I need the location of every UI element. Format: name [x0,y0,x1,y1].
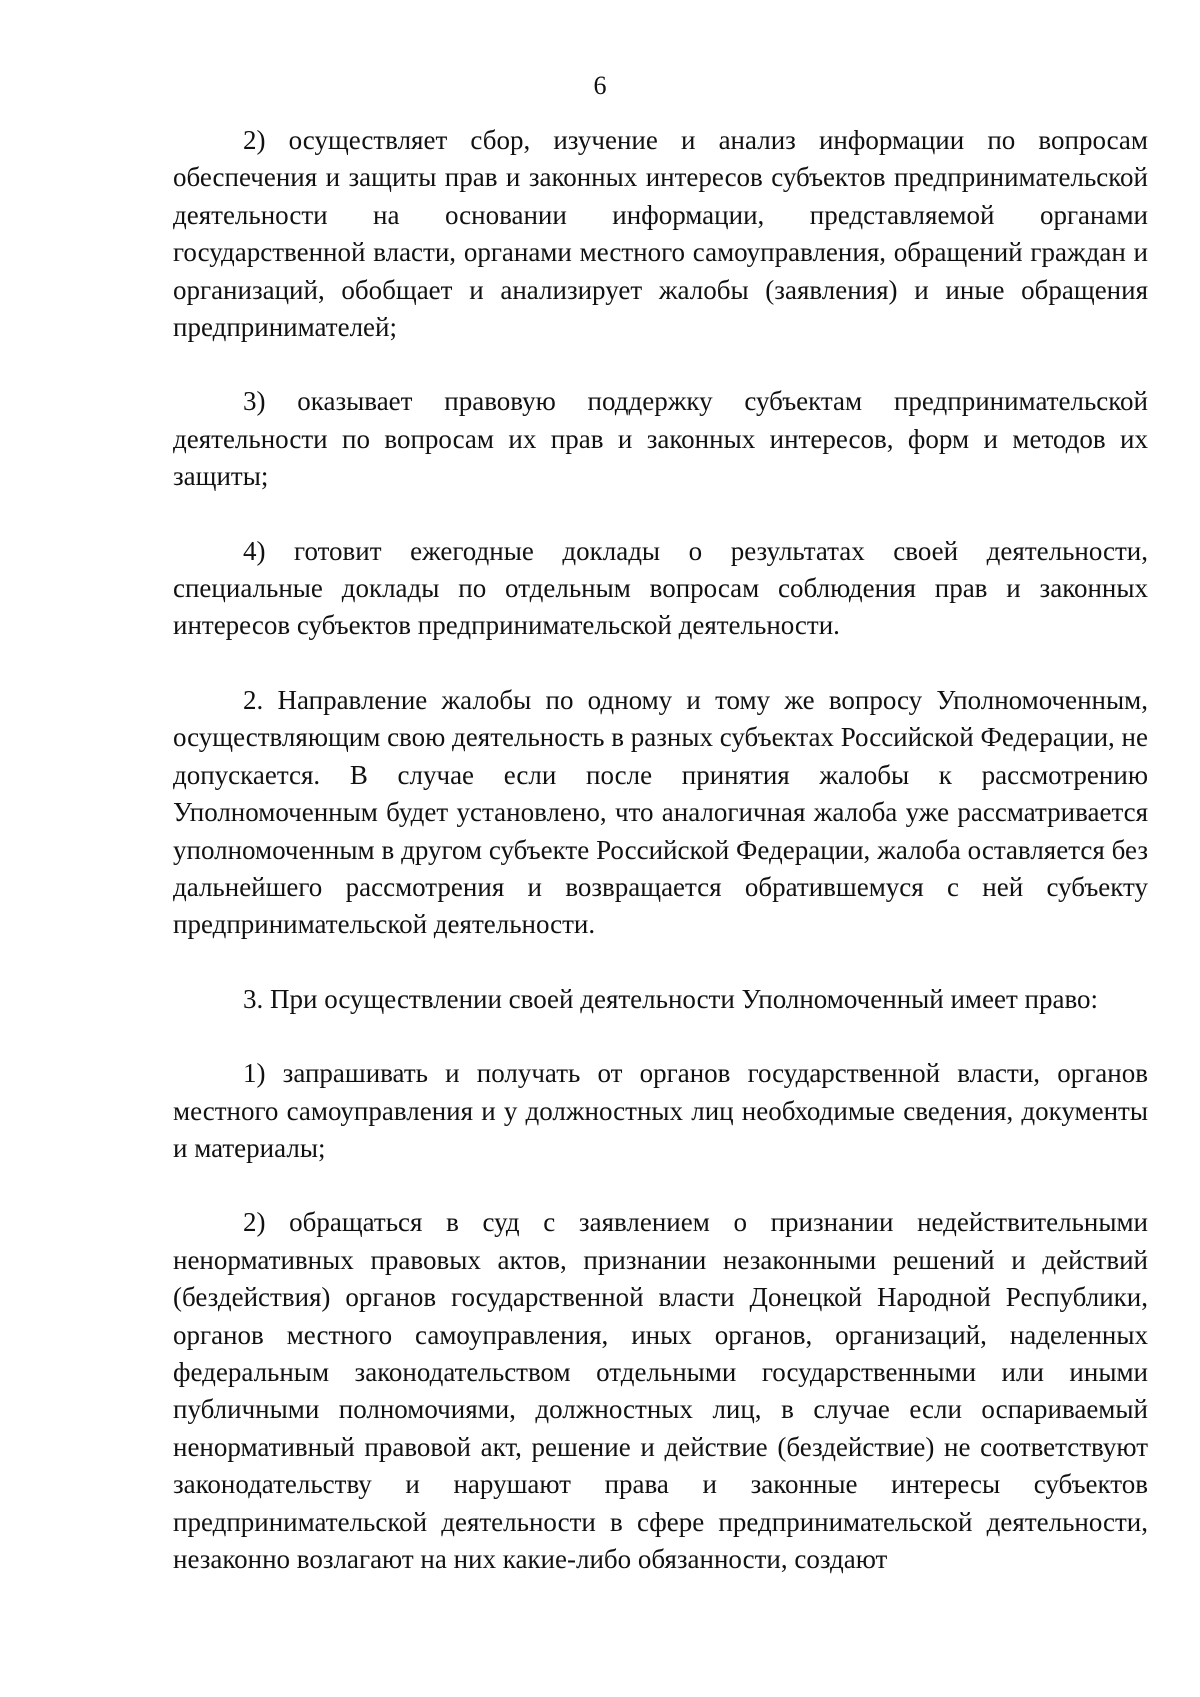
paragraph-section-3-rights-heading: 3. При осуществлении своей деятельности Уполномоченный имеет право: [243,983,1099,1014]
page-number: 6 [593,71,607,100]
paragraph-item-3-legal-support: 3) оказывает правовую поддержку субъектам предпринимательской деятельности по вопросам их прав и законных интересов, форм и методов их защиты; [173,386,1148,492]
paragraph-right-2-court-appeal: 2) обращаться в суд с заявлением о признании недействительными ненормативных правовых актов, признании незаконными решений и действий (бездействия) органов государственной власти Донецкой Народной Республики, органов местного самоуправления, иных органов, организаций, наделенных федеральным законодательством отдельными государственными или иными публичными полномочиями, должностных лиц, в случае если оспариваемый ненормативный правовой акт, решение и действие (бездействие) не соответствуют законодательству и нарушают права и законные интересы субъектов предпринимательской деятельности в сфере предпринимательской деятельности, незаконно возлагают на них какие-либо обязанности, создают [173,1207,1148,1574]
document-body [173,122,1148,1578]
paragraph-item-2-info-collection: 2) осуществляет сбор, изучение и анализ информации по вопросам обеспечения и защиты прав и законных интересов субъектов предпринимательской деятельности на основании информации, представляемой органами государственной власти, органами местного самоуправления, обращений граждан и организаций, обобщает и анализирует жалобы (заявления) и иные обращения предпринимателей; [173,125,1148,343]
paragraph-item-4-annual-reports: 4) готовит ежегодные доклады о результатах своей деятельности, специальные доклады по отдельным вопросам соблюдения прав и законных интересов субъектов предпринимательской деятельности. [173,535,1148,641]
paragraph-section-2-complaint-direction: 2. Направление жалобы по одному и тому же вопросу Уполномоченным, осуществляющим свою деятельность в разных субъектах Российской Федерации, не допускается. В случае если после принятия жалобы к рассмотрению Уполномоченным будет установлено, что аналогичная жалоба уже рассматривается уполномоченным в другом субъекте Российской Федерации, жалоба оставляется без дальнейшего рассмотрения и возвращается обратившемуся с ней субъекту предпринимательской деятельности. [173,684,1148,940]
paragraph-right-1-request-info: 1) запрашивать и получать от органов государственной власти, органов местного самоуправления и у должностных лиц необходимые сведения, документы и материалы; [173,1058,1148,1163]
